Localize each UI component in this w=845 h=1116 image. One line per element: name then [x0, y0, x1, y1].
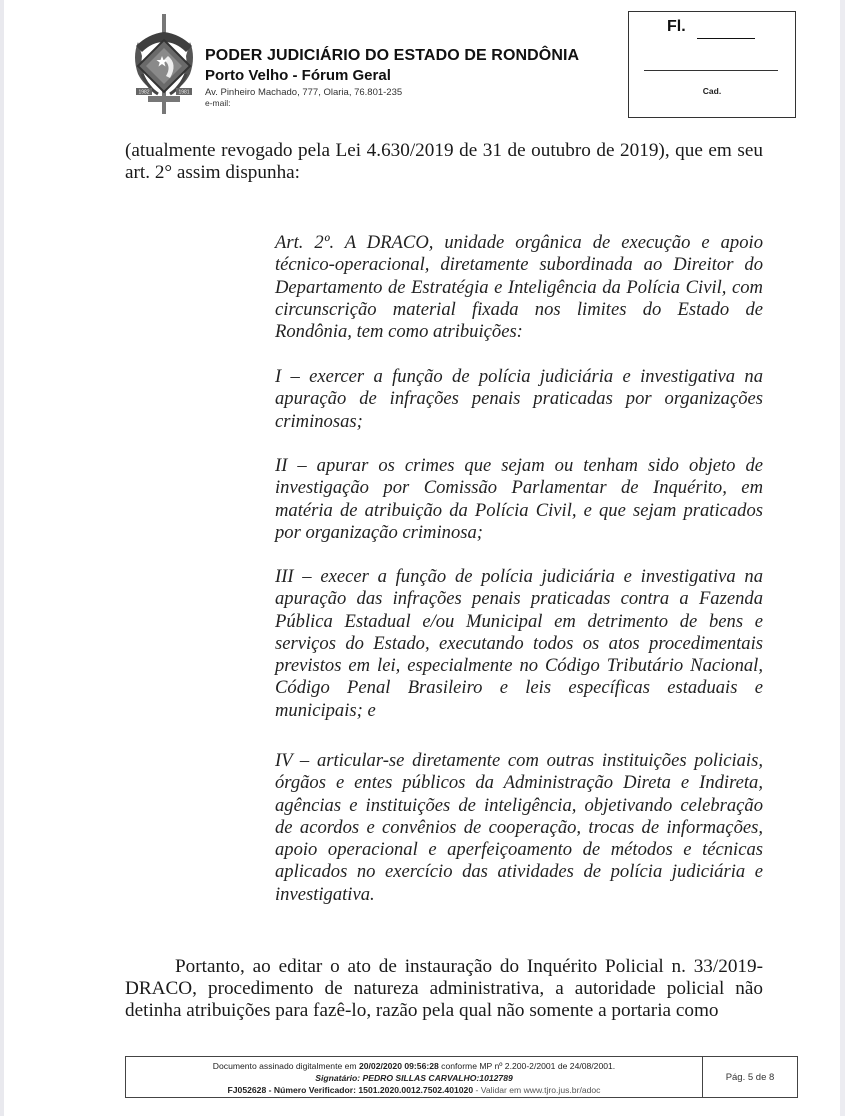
- verifier-line: [126, 1084, 702, 1096]
- verifier-code: FJ052628 - Número Verificador: 1501.2020.0012.7502.401020: [227, 1085, 474, 1095]
- quote-item-i: I – exercer a função de polícia judiciária e investigativa na apuração de infrações penais praticadas por organizações criminosas;: [275, 366, 763, 432]
- cad-label: Cad.: [702, 86, 722, 96]
- signatory: Signatário: PEDRO SILLAS CARVALHO:1012789: [315, 1073, 513, 1083]
- signature-footer: [125, 1056, 798, 1098]
- viewer-left-edge: [0, 0, 4, 1116]
- intro-paragraph: (atualmente revogado pela Lei 4.630/2019 de 31 de outubro de 2019), que em seu art. 2° assim dispunha:: [125, 140, 763, 183]
- court-address: Av. Pinheiro Machado, 777, Olaria, 76.801-235: [205, 87, 403, 98]
- viewer-scrollbar-track[interactable]: [840, 0, 845, 1116]
- cad-signature-line: [644, 70, 778, 71]
- signed-prefix: Documento assinado digitalmente em: [212, 1061, 359, 1071]
- quote-item-iv: IV – articular-se diretamente com outras instituições policiais, órgãos e entes públicos da Administração Direta e Indireta, agências e instituições de inteligência, objetivando celebração de acordos e convênios de cooperação, trocas de informações, apoio operacional e aperfeiçoamento de métodos e técnicas aplicados no exercício das atividades de polícia judiciária e investigativa.: [275, 750, 763, 905]
- coat-of-arms-rondonia-icon: [128, 12, 200, 118]
- emblem-year-left: 1982: [138, 89, 150, 96]
- quote-item-iii: III – execer a função de polícia judiciária e investigativa na apuração das infrações penais praticadas contra a Fazenda Pública Estadual e/ou Municipal em detrimento de bens e serviços do Estado, executando todos os atos procedimentais previstos em lei, especialmente no Código Tributário Nacional, Código Penal Brasileiro e leis específicas estaduais e municipais; e: [275, 566, 763, 721]
- institution-name: PODER JUDICIÁRIO DO ESTADO DE RONDÔNIA: [205, 47, 580, 64]
- quote-item-ii: II – apurar os crimes que sejam ou tenham sido objeto de investigação por Comissão Parlamentar de Inquérito, em matéria de atribuição da Polícia Civil, e que sejam praticados por organização criminosa;: [275, 455, 763, 543]
- signed-suffix: conforme MP nº 2.200-2/2001 de 24/08/2001.: [438, 1061, 616, 1071]
- folio-number-line: [697, 38, 755, 39]
- signed-line: [126, 1060, 702, 1072]
- folio-label: Fl.: [667, 18, 686, 35]
- quote-article-2: Art. 2º. A DRACO, unidade orgânica de execução e apoio técnico-operacional, diretamente subordinada ao Direitor do Departamento de Estratégia e Inteligência da Polícia Civil, com circunscrição material fixada nos limites do Estado de Rondônia, tem como atribuições:: [275, 232, 763, 343]
- court-email-label: e-mail:: [205, 98, 231, 108]
- signature-info: [126, 1057, 703, 1097]
- page-indicator: Pág. 5 de 8: [725, 1071, 775, 1083]
- court-unit: Porto Velho - Fórum Geral: [205, 67, 391, 84]
- emblem-year-right: 1981: [178, 89, 190, 96]
- validate-link[interactable]: - Validar em www.tjro.jus.br/adoc: [473, 1085, 601, 1095]
- folio-stamp-box: [628, 11, 796, 118]
- conclusion-paragraph: Portanto, ao editar o ato de instauração do Inquérito Policial n. 33/2019-DRACO, procedimento de natureza administrativa, a autoridade policial não detinha atribuições para fazê-lo, razão pela qual não somente a portaria como: [125, 956, 763, 1021]
- signed-datetime: 20/02/2020 09:56:28: [358, 1061, 439, 1071]
